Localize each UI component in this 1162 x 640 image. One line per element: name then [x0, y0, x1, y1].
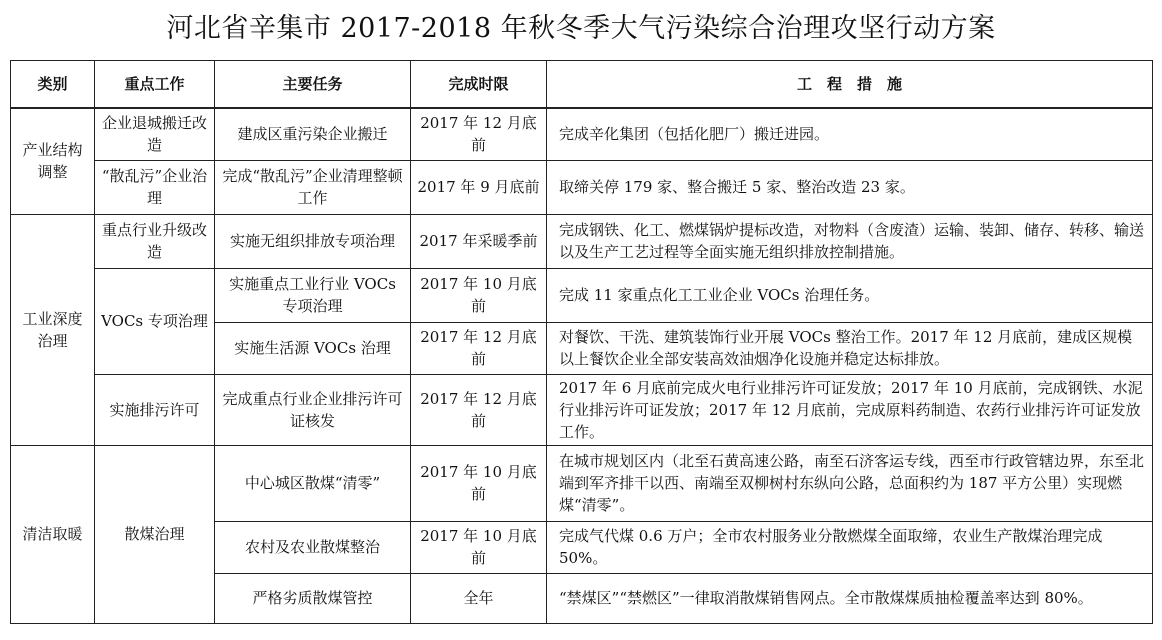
- deadline-cell: 2017 年 9 月底前: [411, 160, 547, 214]
- deadline-cell: 2017 年 12 月底前: [411, 108, 547, 160]
- deadline-cell: 2017 年 12 月底前: [411, 374, 547, 445]
- task-cell: 中心城区散煤“清零”: [215, 445, 411, 521]
- table-row: [11, 160, 1153, 214]
- key-work-cell: “散乱污”企业治理: [95, 160, 215, 214]
- deadline-cell: 2017 年 10 月底前: [411, 445, 547, 521]
- measure-cell: 完成气代煤 0.6 万户；全市农村服务业分散燃煤全面取缔，农业生产散煤治理完成 50%。: [547, 521, 1153, 573]
- task-cell: 完成重点行业企业排污许可证核发: [215, 374, 411, 445]
- table-row: [11, 445, 1153, 521]
- category-cell: 清洁取暖: [11, 445, 95, 623]
- table-header-row: [11, 61, 1153, 109]
- key-work-cell: VOCs 专项治理: [95, 268, 215, 374]
- header-measures: 工 程 措 施: [547, 61, 1153, 109]
- measure-cell: 取缔关停 179 家、整合搬迁 5 家、整治改造 23 家。: [547, 160, 1153, 214]
- deadline-cell: 全年: [411, 573, 547, 623]
- table-row: [11, 268, 1153, 322]
- key-work-cell: 实施排污许可: [95, 374, 215, 445]
- header-deadline: 完成时限: [411, 61, 547, 109]
- measure-cell: 完成 11 家重点化工工业企业 VOCs 治理任务。: [547, 268, 1153, 322]
- plan-table: [10, 60, 1153, 624]
- measure-cell: 完成辛化集团（包括化肥厂）搬迁进园。: [547, 108, 1153, 160]
- task-cell: 实施生活源 VOCs 治理: [215, 322, 411, 374]
- deadline-cell: 2017 年 10 月底前: [411, 521, 547, 573]
- task-cell: 实施重点工业行业 VOCs 专项治理: [215, 268, 411, 322]
- deadline-cell: 2017 年 12 月底前: [411, 322, 547, 374]
- measure-cell: 完成钢铁、化工、燃煤锅炉提标改造，对物料（含废渣）运输、装卸、储存、转移、输送以及生产工艺过程等全面实施无组织排放控制措施。: [547, 214, 1153, 268]
- key-work-cell: 企业退城搬迁改造: [95, 108, 215, 160]
- key-work-cell: 重点行业升级改造: [95, 214, 215, 268]
- measure-cell: 对餐饮、干洗、建筑装饰行业开展 VOCs 整治工作。2017 年 12 月底前，建成区规模以上餐饮企业全部安装高效油烟净化设施并稳定达标排放。: [547, 322, 1153, 374]
- deadline-cell: 2017 年采暖季前: [411, 214, 547, 268]
- category-cell: 产业结构调整: [11, 108, 95, 214]
- table-row: [11, 374, 1153, 445]
- task-cell: 实施无组织排放专项治理: [215, 214, 411, 268]
- header-key-work: 重点工作: [95, 61, 215, 109]
- measure-cell: “禁煤区”“禁燃区”一律取消散煤销售网点。全市散煤煤质抽检覆盖率达到 80%。: [547, 573, 1153, 623]
- table-row: [11, 214, 1153, 268]
- header-main-task: 主要任务: [215, 61, 411, 109]
- task-cell: 严格劣质散煤管控: [215, 573, 411, 623]
- category-cell: 工业深度治理: [11, 214, 95, 445]
- key-work-cell: 散煤治理: [95, 445, 215, 623]
- deadline-cell: 2017 年 10 月底前: [411, 268, 547, 322]
- table-row: [11, 108, 1153, 160]
- measure-cell: 在城市规划区内（北至石黄高速公路，南至石济客运专线，西至市行政管辖边界，东至北端到军齐排干以西、南端至双柳树村东纵向公路，总面积约为 187 平方公里）实现燃煤“清零”。: [547, 445, 1153, 521]
- task-cell: 农村及农业散煤整治: [215, 521, 411, 573]
- task-cell: 完成“散乱污”企业清理整顿工作: [215, 160, 411, 214]
- header-category: 类别: [11, 61, 95, 109]
- measure-cell: 2017 年 6 月底前完成火电行业排污许可证发放；2017 年 10 月底前，完成钢铁、水泥行业排污许可证发放；2017 年 12 月底前，完成原料药制造、农药行业排污许可证发放工作。: [547, 374, 1153, 445]
- task-cell: 建成区重污染企业搬迁: [215, 108, 411, 160]
- document-title: 河北省辛集市 2017-2018 年秋冬季大气污染综合治理攻坚行动方案: [166, 13, 996, 44]
